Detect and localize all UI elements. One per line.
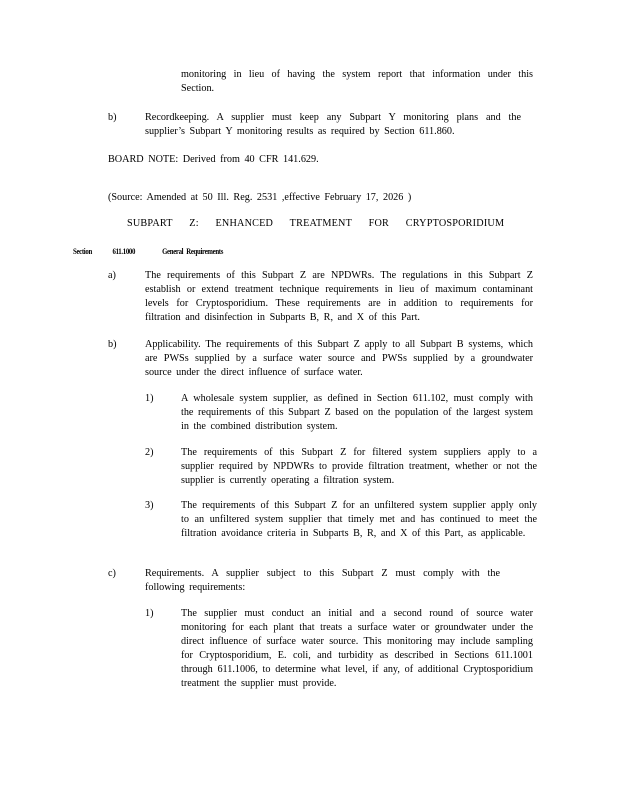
item-label-b-applicability: b) bbox=[108, 339, 117, 350]
paragraph-a: The requirements of this Subpart Z are NPDWRs. The regulations in this Subpart Z establish or extend treatment technique requirements in lieu of maximum contaminant levels for Cryptosporidium. These requirements are in addition to requirements for filtration and disinfection in Subparts B, R, and X of this Part. bbox=[145, 270, 533, 323]
subitem-label-b3: 3) bbox=[145, 500, 154, 511]
subitem-b1: A wholesale system supplier, as defined in Section 611.102, must comply with the requirements of this Subpart Z based on the population of the largest system in the combined distribution system. bbox=[181, 393, 533, 432]
source-note: (Source: Amended at 50 Ill. Reg. 2531 ,effective February 17, 2026 ) bbox=[108, 192, 412, 203]
board-note: BOARD NOTE: Derived from 40 CFR 141.629. bbox=[108, 154, 319, 165]
subitem-label-c1: 1) bbox=[145, 608, 154, 619]
subitem-b3: The requirements of this Subpart Z for an unfiltered system supplier apply only to an unfiltered system supplier that timely met and has continued to meet the filtration avoidance criteria in Subparts B, R, and X of this Part, as applicable. bbox=[181, 500, 537, 539]
item-label-b-recordkeeping: b) bbox=[108, 112, 117, 123]
recordkeeping-paragraph: Recordkeeping. A supplier must keep any Subpart Y monitoring plans and the supplier’s Subpart Y monitoring results as required by Section 611.860. bbox=[145, 112, 521, 137]
section-word: Section bbox=[73, 246, 92, 256]
paragraph-b-applicability: Applicability. The requirements of this Subpart Z apply to all Subpart B systems, which are PWSs supplied by a surface water source and PWSs supplied by a groundwater source under the direct influence of surface water. bbox=[145, 339, 533, 378]
subitem-label-b2: 2) bbox=[145, 447, 154, 458]
item-label-c: c) bbox=[108, 568, 116, 579]
paragraph-c: Requirements. A supplier subject to this Subpart Z must comply with the following requirements: bbox=[145, 568, 500, 593]
section-number: 611.1000 bbox=[112, 246, 136, 256]
subitem-b2: The requirements of this Subpart Z for filtered system suppliers apply to a supplier required by NPDWRs to provide filtration treatment, whether or not the supplier is currently operating a filtration system. bbox=[181, 447, 537, 486]
section-title: General Requirements bbox=[162, 246, 224, 256]
subitem-c1: The supplier must conduct an initial and a second round of source water monitoring for each plant that treats a surface water or groundwater under the direct influence of surface water source. This monitoring may include sampling for Cryptosporidium, E. coli, and turbidity as described in Sections 611.1001 through 611.1006, to determine what level, if any, of additional Cryptosporidium treatment the supplier must provide. bbox=[181, 608, 533, 689]
subitem-label-b1: 1) bbox=[145, 393, 154, 404]
subpart-heading: SUBPART Z: ENHANCED TREATMENT FOR CRYPTOSPORIDIUM bbox=[127, 218, 505, 229]
section-heading bbox=[73, 244, 223, 258]
continuation-paragraph: monitoring in lieu of having the system report that information under this Section. bbox=[181, 69, 533, 94]
item-label-a: a) bbox=[108, 270, 116, 281]
